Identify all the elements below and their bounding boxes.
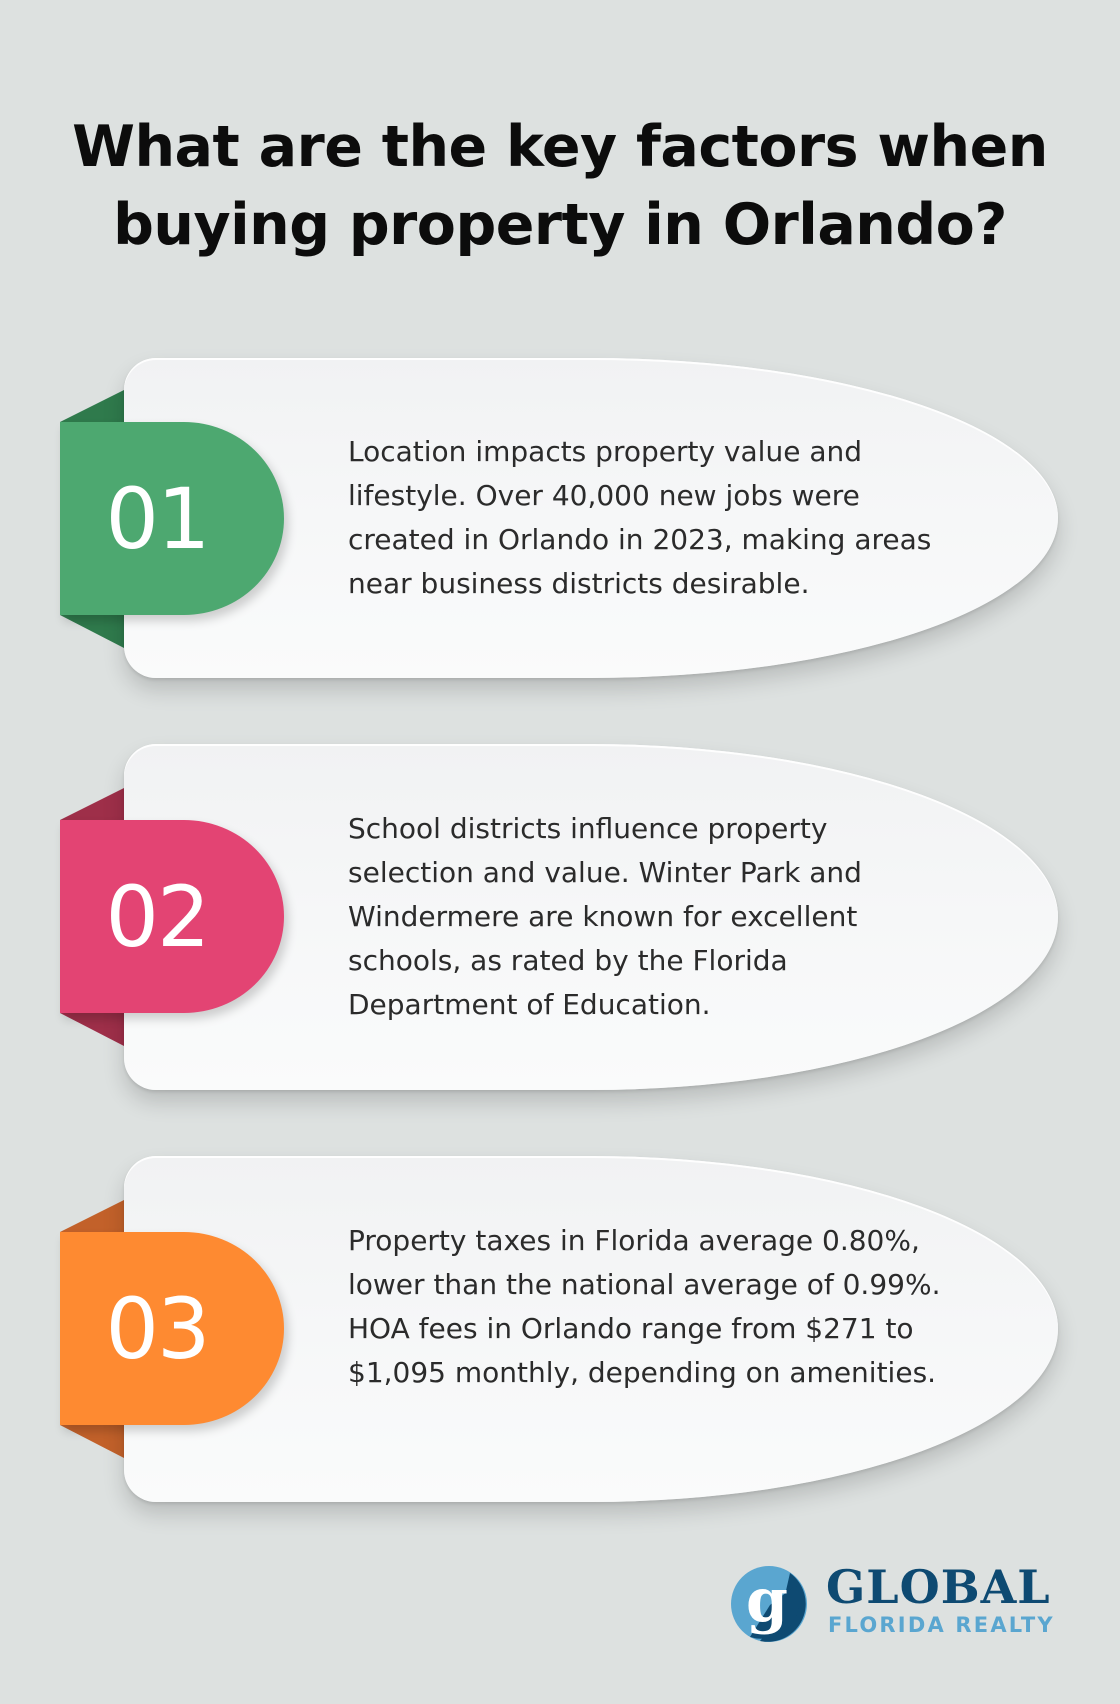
logo-subtitle: FLORIDA REALTY — [828, 1613, 1055, 1637]
fold-bottom-3 — [60, 1425, 124, 1458]
brand-logo — [728, 1562, 1068, 1646]
fold-top-1 — [60, 390, 124, 422]
step-text-2: School districts influence property selection and value. Winter Park and Windermere are known for excellent schools, as rated by the Florida Department of Education. — [348, 812, 862, 1021]
step-number-2: 02 — [105, 867, 209, 966]
step-badge-2 — [60, 820, 284, 1013]
title-line-1: What are the key factors when — [72, 114, 1048, 180]
page-title — [0, 108, 1120, 264]
step-number-1: 01 — [105, 469, 209, 568]
globe-g-logo-icon — [730, 1565, 808, 1643]
fold-top-3 — [60, 1200, 124, 1232]
step-text-1: Location impacts property value and lifestyle. Over 40,000 new jobs were created in Orlando in 2023, making areas near business districts desirable. — [348, 435, 932, 600]
fold-bottom-2 — [60, 1013, 124, 1046]
title-line-2: buying property in Orlando? — [113, 192, 1007, 258]
fold-top-2 — [60, 788, 124, 820]
step-badge-3 — [60, 1232, 284, 1425]
step-text-3: Property taxes in Florida average 0.80%, lower than the national average of 0.99%. HOA fees in Orlando range from $271 to $1,095 monthly, depending on amenities. — [348, 1224, 941, 1389]
step-number-3: 03 — [105, 1279, 209, 1378]
fold-bottom-1 — [60, 615, 124, 648]
step-badge-1 — [60, 422, 284, 615]
logo-wordmark: GLOBAL — [826, 1560, 1051, 1614]
svg-text:g: g — [746, 1566, 788, 1636]
